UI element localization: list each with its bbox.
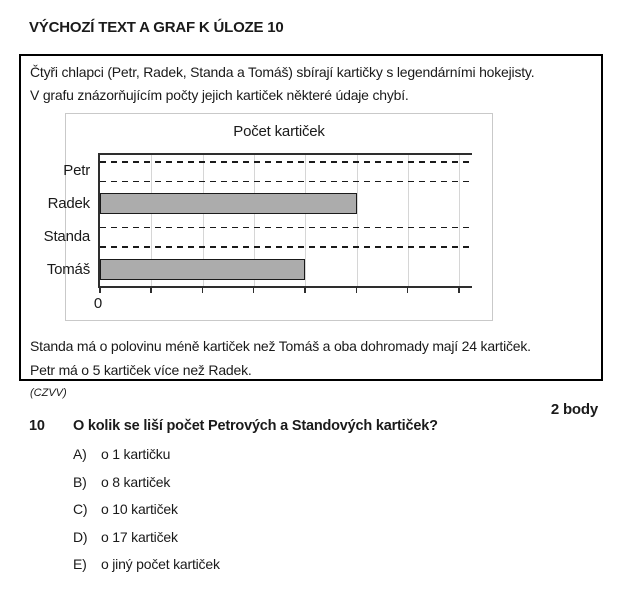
axis-tick — [356, 288, 358, 293]
bar-row — [100, 253, 472, 286]
option-letter: E) — [73, 556, 87, 572]
bar-row — [100, 188, 472, 221]
axis-tick — [99, 288, 101, 293]
axis-tick — [458, 288, 460, 293]
bar — [100, 259, 305, 280]
option-letter: B) — [73, 473, 87, 490]
option-text: o 10 kartiček — [101, 501, 178, 517]
option-row — [73, 555, 220, 573]
option-row — [73, 473, 220, 491]
note-line-2: Petr má o 5 kartiček více než Radek. — [30, 362, 252, 378]
category-label: Petr — [63, 162, 90, 180]
option-text: o jiný počet kartiček — [101, 556, 220, 572]
option-letter: A) — [73, 446, 87, 462]
missing-bar-dash-top — [100, 161, 472, 163]
axis-tick — [407, 288, 409, 293]
option-text: o 17 kartiček — [101, 528, 178, 545]
option-row — [73, 500, 220, 518]
stimulus-box — [19, 54, 603, 381]
axis-tick — [202, 288, 204, 293]
section-header: VÝCHOZÍ TEXT A GRAF K ÚLOZE 10 — [29, 19, 284, 36]
category-label: Standa — [43, 227, 90, 245]
x-axis-zero-label: 0 — [93, 295, 103, 312]
source-attribution: (CZVV) — [30, 387, 67, 399]
bar-row — [100, 221, 472, 254]
question-number: 10 — [29, 418, 45, 434]
note-line-1: Standa má o polovinu méně kartiček než Tomáš a oba dohromady mají 24 kartiček. — [30, 338, 531, 354]
axis-tick — [150, 288, 152, 293]
option-text: o 8 kartiček — [101, 473, 171, 490]
chart-title: Počet kartiček — [233, 123, 325, 140]
chart-frame — [43, 113, 493, 321]
category-label: Radek — [47, 195, 90, 213]
category-label: Tomáš — [46, 260, 90, 278]
option-row — [73, 445, 220, 463]
intro-line-2: V grafu znázorňujícím počty jejich kartiček některé údaje chybí. — [30, 87, 409, 103]
plot-area — [98, 153, 472, 288]
intro-paragraph — [30, 61, 534, 107]
bar-row — [100, 155, 472, 188]
points-badge: 2 body — [550, 401, 598, 418]
axis-tick — [304, 288, 306, 293]
question-text: O kolik se liší počet Petrových a Standových kartiček? — [73, 418, 438, 434]
missing-bar-dash-top — [100, 227, 472, 229]
axis-tick — [253, 288, 255, 293]
missing-bar-dash-bottom — [100, 246, 472, 248]
option-row — [73, 528, 220, 546]
option-letter: C) — [73, 501, 88, 517]
option-text: o 1 kartičku — [101, 446, 171, 462]
note-paragraph — [30, 334, 531, 382]
intro-line-1: Čtyři chlapci (Petr, Radek, Standa a Tomáš) sbírají kartičky s legendárními hokejisty. — [30, 64, 535, 80]
bar — [100, 193, 357, 214]
option-letter: D) — [73, 528, 88, 545]
missing-bar-dash-bottom — [100, 181, 472, 183]
options-list — [73, 445, 220, 583]
